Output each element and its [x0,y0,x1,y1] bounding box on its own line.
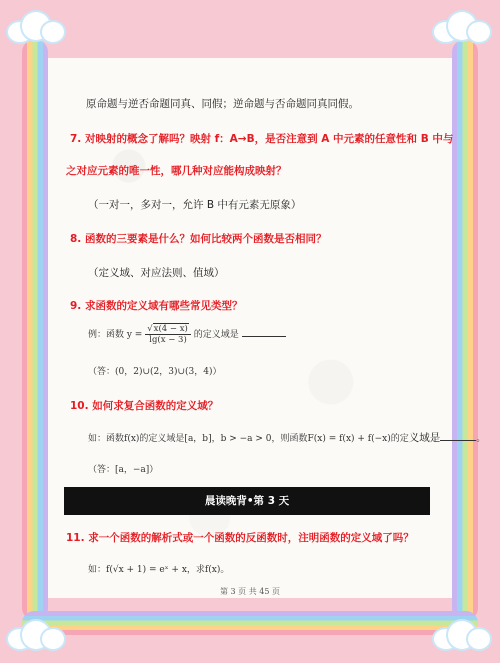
q10-example [88,430,485,445]
q9-fraction-numerator: x(4 − x) [153,324,188,334]
intro-line: 原命题与逆否命题同真、同假；逆命题与否命题同真同假。 [86,98,359,110]
cloud-decoration-bottom-left [8,621,66,653]
q8-title: 8. 函数的三要素是什么？如何比较两个函数是否相同？ [70,233,327,245]
q10-example-part2: 义域是 [408,432,441,444]
rainbow-border-left [22,40,48,620]
q9-example [88,324,286,345]
cloud-decoration-top-left [8,12,66,44]
q9-answer: （答：(0，2)∪(2，3)∪(3，4)） [88,367,222,377]
q10-title: 10. 如何求复合函数的定义域？ [70,400,219,412]
q10-example-part1: 如：函数f(x)的定义域是[a，b]，b > −a > 0，则函数F(x) = f(x) + f(−x)的定 [88,434,409,444]
q11-title: 11. 求一个函数的解析式或一个函数的反函数时，注明函数的定义域了吗？ [66,532,414,544]
q7-title-line2: 之对应元素的唯一性，哪几种对应能构成映射？ [66,165,287,177]
q10-answer-blank [440,430,476,441]
section-banner: 晨读晚背•第 3 天 [64,487,430,515]
q7-title-line1: 7. 对映射的概念了解吗？映射 f：A→B，是否注意到 A 中元素的任意性和 B 中与 [70,133,454,145]
page-footer: 第 3 页 共 45 页 [220,587,280,596]
q9-title: 9. 求函数的定义域有哪些常见类型？ [70,300,243,312]
rainbow-border-bottom [22,611,478,635]
cloud-decoration-bottom-right [434,621,492,653]
q10-answer: （答：[a，−a]） [88,465,159,475]
q11-example: 如：f(√x + 1) = eˣ + x，求f(x)。 [88,565,230,575]
rainbow-border-right [452,40,478,620]
q9-fraction-denominator: lg(x − 3) [149,335,187,345]
q9-example-prefix: 例：函数 y = [88,330,143,340]
q9-answer-blank [242,326,286,337]
q10-example-end: 。 [476,434,486,444]
cloud-decoration-top-right [434,12,492,44]
q7-answer: （一对一，多对一，允许 B 中有元素无原象） [88,199,302,211]
q8-answer: （定义域、对应法则、值域） [88,267,225,279]
q9-example-suffix: 的定义域是 [193,330,239,340]
q9-fraction: $\frac{√x(4 - x)}{\lg(x - 3)}$ [145,324,191,345]
